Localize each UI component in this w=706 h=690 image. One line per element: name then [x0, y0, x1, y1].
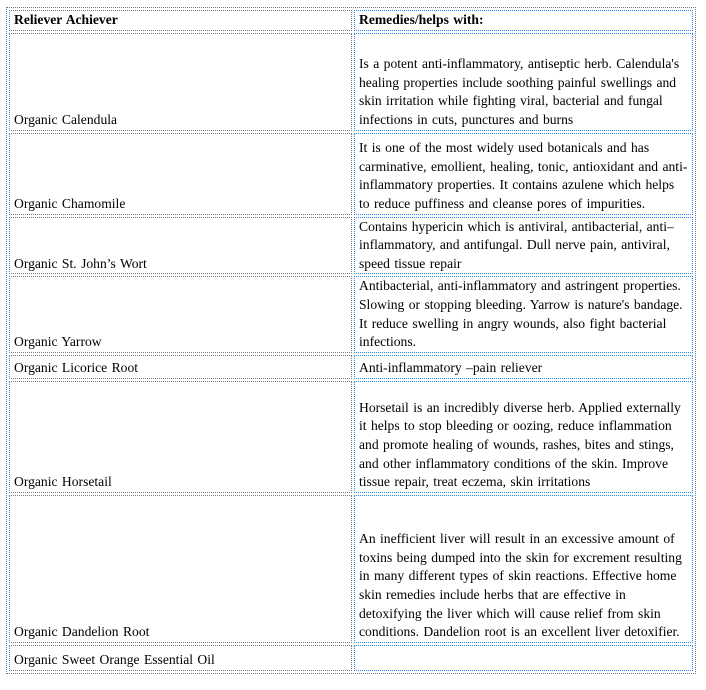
- row-name: Organic Chamomile: [9, 133, 352, 215]
- row-name: Organic Dandelion Root: [9, 495, 352, 643]
- row-name: Organic Sweet Orange Essential Oil: [9, 645, 352, 671]
- row-remedy: Anti-inflammatory –pain reliever: [354, 355, 693, 379]
- row-name: Organic Licorice Root: [9, 355, 352, 379]
- row-remedy: It is one of the most widely used botanicals and has carminative, emollient, healing, tonic, antioxidant and anti-inflammatory properties. It contains azulene which helps to reduce puffiness and cleanse pores of impurities.: [354, 133, 693, 215]
- table-header-row: [9, 10, 693, 31]
- row-name: Organic Calendula: [9, 33, 352, 131]
- table-row: [9, 381, 693, 493]
- row-remedy: An inefficient liver will result in an excessive amount of toxins being dumped into the skin for excrement resulting in many different types of skin reactions. Effective home skin remedies include herbs that are effective in detoxifying the liver which will cause relief from skin conditions. Dandelion root is an excellent liver detoxifier.: [354, 495, 693, 643]
- table-row: [9, 133, 693, 215]
- row-name: Organic St. John’s Wort: [9, 217, 352, 275]
- row-remedy: [354, 645, 693, 671]
- row-name: Organic Yarrow: [9, 276, 352, 352]
- remedies-table: [6, 7, 696, 674]
- table-row: [9, 645, 693, 671]
- table-row: [9, 33, 693, 131]
- row-remedy: Antibacterial, anti-inflammatory and astringent properties. Slowing or stopping bleeding. Yarrow is nature's bandage. It reduce swelling in angry wounds, also fight bacterial infections.: [354, 276, 693, 352]
- table-row: [9, 276, 693, 352]
- row-remedy: Is a potent anti-inflammatory, antiseptic herb. Calendula's healing properties include soothing painful swellings and skin irritation while fighting viral, bacterial and fungal infections in cuts, punctures and burns: [354, 33, 693, 131]
- table-row: [9, 495, 693, 643]
- row-remedy: Horsetail is an incredibly diverse herb. Applied externally it helps to stop bleeding or oozing, reduce inflammation and promote healing of wounds, rashes, bites and stings, and other inflammatory conditions of the skin. Improve tissue repair, treat eczema, skin irritations: [354, 381, 693, 493]
- header-reliever-achiever: Reliever Achiever: [9, 10, 352, 31]
- row-remedy: Contains hypericin which is antiviral, antibacterial, anti–inflammatory, and antifungal. Dull nerve pain, antiviral, speed tissue repair: [354, 217, 693, 275]
- table-row: [9, 217, 693, 275]
- table-row: [9, 355, 693, 379]
- row-name: Organic Horsetail: [9, 381, 352, 493]
- header-remedies: Remedies/helps with:: [354, 10, 693, 31]
